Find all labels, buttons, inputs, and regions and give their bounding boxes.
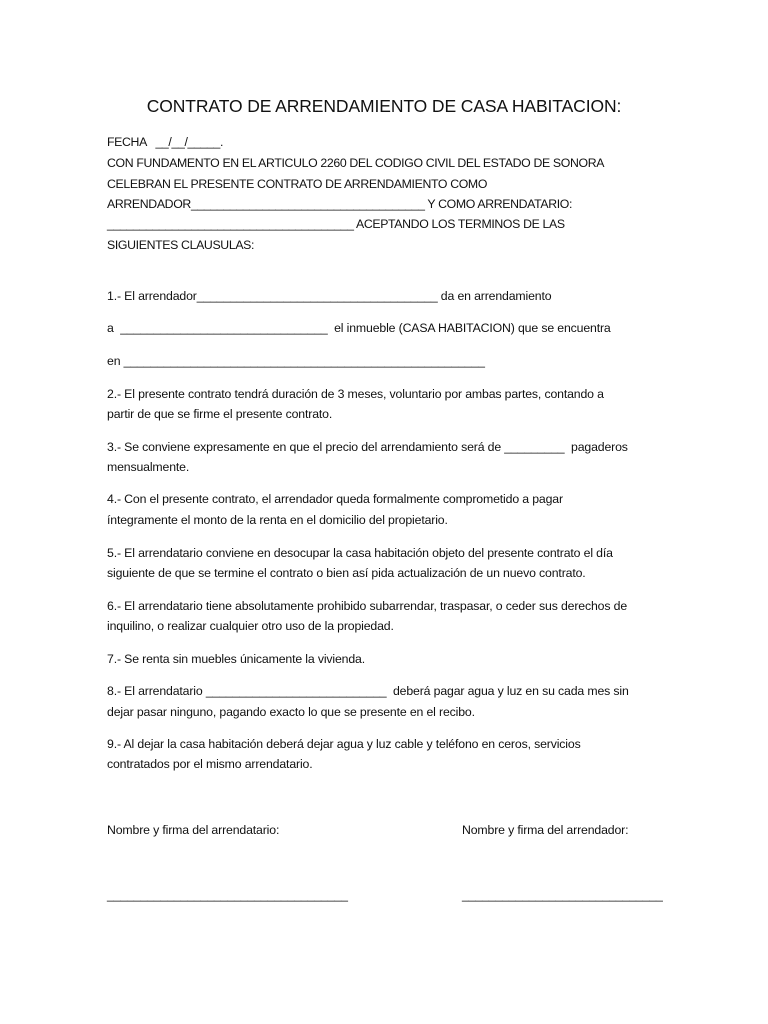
legal-basis-line: CON FUNDAMENTO EN EL ARTICULO 2260 DEL CODIGO CIVIL DEL ESTADO DE SONORA [107,156,605,170]
landlord-signature-label: Nombre y firma del arrendador: [462,823,629,837]
clause-1-line-3: en ______________________________________________________ [107,354,485,368]
document-title: CONTRATO DE ARRENDAMIENTO DE CASA HABITACION: [146,96,622,116]
landlord-signature-line: ______________________________ [462,888,663,902]
clause-8-line-2: dejar pasar ninguno, pagando exacto lo que se presente en el recibo. [107,705,475,719]
clause-5-line-1: 5.- El arrendatario conviene en desocupar la casa habitación objeto del presente contrato el día [107,546,613,560]
date-line: FECHA __/__/_____. [107,135,224,149]
clause-1-line-2: a _______________________________ el inmueble (CASA HABITACION) que se encuentra [107,321,611,335]
clause-8-line-1: 8.- El arrendatario ___________________________ deberá pagar agua y luz en su cada mes sin [107,684,629,698]
clause-9-line-1: 9.- Al dejar la casa habitación deberá dejar agua y luz cable y teléfono en ceros, servicios [107,737,581,751]
clause-2-line-2: partir de que se firme el presente contrato. [107,407,333,421]
tenant-signature-label: Nombre y firma del arrendatario: [107,823,280,837]
parties-line: ARRENDADOR____________________________________ Y COMO ARRENDATARIO: [107,197,573,211]
clause-9-line-2: contratados por el mismo arrendatario. [107,757,313,771]
clause-4-line-1: 4.- Con el presente contrato, el arrendador queda formalmente comprometido a pagar [107,492,563,506]
clause-6-line-1: 6.- El arrendatario tiene absolutamente prohibido subarrendar, traspasar, o ceder sus derechos de [107,599,628,613]
tenant-signature-line: ____________________________________ [107,888,348,902]
clause-3-line-2: mensualmente. [107,460,190,474]
contract-intro-line: CELEBRAN EL PRESENTE CONTRATO DE ARRENDAMIENTO COMO [107,177,488,191]
clause-3-line-1: 3.- Se conviene expresamente en que el precio del arrendamiento será de _________ pagaderos [107,440,628,454]
clause-5-line-2: siguiente de que se termine el contrato o bien así pida actualización de un nuevo contrato. [107,566,586,580]
clause-6-line-2: inquilino, o realizar cualquier otro uso de la propiedad. [107,619,394,633]
clauses-heading: SIGUIENTES CLAUSULAS: [107,238,255,252]
clause-2-line-1: 2.- El presente contrato tendrá duración de 3 meses, voluntario por ambas partes, contando a [107,387,604,401]
tenant-accepts-line: ______________________________________ ACEPTANDO LOS TERMINOS DE LAS [107,217,565,231]
clause-7-line-1: 7.- Se renta sin muebles únicamente la vivienda. [107,652,366,666]
clause-1-line-1: 1.- El arrendador____________________________________ da en arrendamiento [107,289,552,303]
clause-4-line-2: íntegramente el monto de la renta en el domicilio del propietario. [107,513,448,527]
